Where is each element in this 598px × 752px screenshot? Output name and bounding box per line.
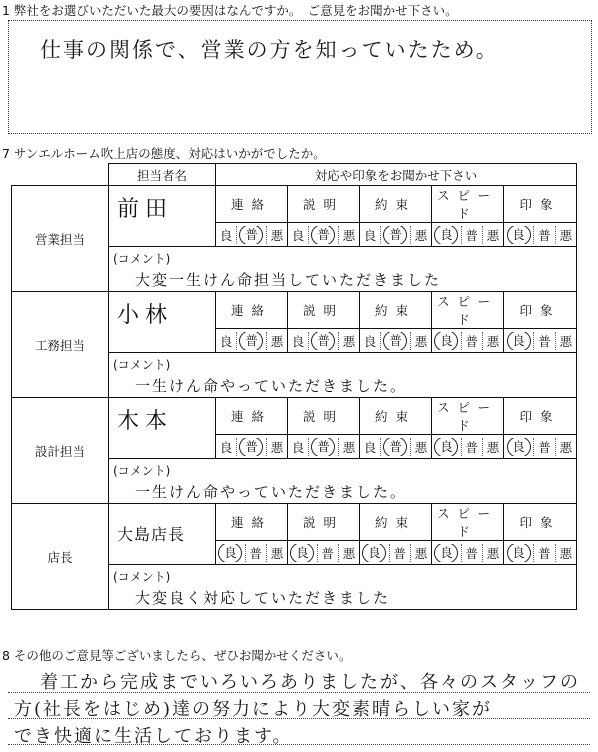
rating-cell — [504, 223, 577, 247]
rating-cell — [432, 329, 504, 353]
rating-option[interactable]: 良 — [219, 227, 233, 243]
rating-option[interactable]: 普 — [538, 333, 551, 349]
rating-option-selected[interactable]: 良 — [507, 544, 531, 562]
question-1-answer: 仕事の関係で、営業の方を知っていたため。 — [40, 38, 499, 62]
rating-option[interactable]: 普 — [465, 545, 479, 561]
category-label: 説明 — [288, 504, 360, 541]
rating-option[interactable]: 悪 — [486, 439, 500, 455]
rating-option[interactable]: 良 — [363, 333, 377, 349]
staff-name: 木本 — [117, 409, 174, 434]
question-8-label: 8 その他のご意見等ございましたら、ぜひお聞かせください。 — [2, 648, 352, 663]
rating-option[interactable]: 悪 — [270, 227, 284, 243]
category-label: 連絡 — [216, 504, 288, 541]
rating-option[interactable]: 悪 — [486, 227, 500, 243]
staff-name-cell — [109, 186, 216, 247]
rating-option[interactable]: 悪 — [559, 333, 573, 349]
category-label: 印象 — [504, 398, 577, 435]
staff-role-0: 営業担当 — [12, 186, 109, 292]
rating-option[interactable]: 良 — [219, 333, 233, 349]
category-label: 説明 — [288, 398, 360, 435]
rating-option[interactable]: 普 — [249, 545, 263, 561]
category-label: 連絡 — [216, 292, 288, 329]
rating-option-selected[interactable]: 良 — [434, 332, 458, 350]
rating-cell — [216, 329, 288, 353]
rating-option[interactable]: 普 — [538, 227, 551, 243]
rating-cell — [216, 435, 288, 459]
category-label: スピード — [432, 398, 504, 435]
category-label: 説明 — [288, 186, 360, 223]
rating-option-selected[interactable]: 普 — [239, 438, 263, 456]
category-label: 約束 — [360, 398, 432, 435]
header-rating: 対応や印象をお聞かせ下さい — [216, 164, 577, 186]
question-8-answer-line-3: でき快適に生活しております。 — [14, 726, 293, 747]
rating-option[interactable]: 普 — [465, 439, 479, 455]
rating-cell — [216, 541, 288, 565]
rating-cell — [216, 223, 288, 247]
comment-cell — [109, 247, 577, 292]
rating-option[interactable]: 悪 — [270, 333, 284, 349]
rating-cell — [288, 223, 360, 247]
rating-option[interactable]: 普 — [321, 545, 335, 561]
category-label: 約束 — [360, 292, 432, 329]
rating-option-selected[interactable]: 普 — [239, 226, 263, 244]
rating-option[interactable]: 普 — [538, 439, 551, 455]
rating-option-selected[interactable]: 良 — [218, 544, 242, 562]
comment-label: (コメント) — [113, 464, 171, 478]
category-label: 約束 — [360, 186, 432, 223]
rating-option[interactable]: 悪 — [559, 227, 573, 243]
comment-cell — [109, 565, 577, 610]
rating-option-selected[interactable]: 良 — [290, 544, 314, 562]
staff-name: 大島店長 — [117, 525, 186, 544]
comment-text: 大変良く対応していただきました — [135, 589, 391, 607]
rating-cell — [504, 435, 577, 459]
staff-name-cell — [109, 292, 216, 353]
comment-text: 一生けん命やっていただきました。 — [135, 377, 408, 395]
comment-cell — [109, 459, 577, 504]
rating-option-selected[interactable]: 良 — [434, 544, 458, 562]
category-label: 印象 — [504, 504, 577, 541]
category-label: 印象 — [504, 186, 577, 223]
rating-option[interactable]: 普 — [465, 227, 479, 243]
rating-option-selected[interactable]: 普 — [383, 332, 407, 350]
rating-option-selected[interactable]: 普 — [383, 226, 407, 244]
rating-option-selected[interactable]: 良 — [434, 226, 458, 244]
category-label: 説明 — [288, 292, 360, 329]
rating-cell — [432, 435, 504, 459]
staff-name: 前田 — [117, 197, 174, 222]
rating-option[interactable]: 良 — [363, 439, 377, 455]
rating-option[interactable]: 良 — [219, 439, 233, 455]
rating-option[interactable]: 悪 — [414, 227, 428, 243]
rating-cell — [504, 541, 577, 565]
rating-cell — [288, 435, 360, 459]
rating-option-selected[interactable]: 普 — [239, 332, 263, 350]
rating-option[interactable]: 悪 — [559, 439, 573, 455]
rating-option[interactable]: 良 — [291, 333, 305, 349]
category-label: スピード — [432, 504, 504, 541]
header-staff-name: 担当者名 — [109, 164, 216, 186]
comment-label: (コメント) — [113, 252, 171, 266]
rating-option-selected[interactable]: 普 — [311, 438, 335, 456]
rating-option[interactable]: 悪 — [486, 333, 500, 349]
rating-cell — [504, 329, 577, 353]
rating-option-selected[interactable]: 良 — [507, 438, 531, 456]
rating-option[interactable]: 悪 — [342, 439, 356, 455]
category-label: スピード — [432, 186, 504, 223]
rating-option[interactable]: 良 — [291, 439, 305, 455]
question-7-label: 7 サンエルホーム吹上店の態度、対応はいかがでしたか。 — [2, 146, 326, 161]
rating-option-selected[interactable]: 普 — [311, 226, 335, 244]
question-8-answer-line-2: 方(社長をはじめ)達の努力により大変素晴らしい家が — [14, 699, 493, 720]
rating-option-selected[interactable]: 普 — [383, 438, 407, 456]
rating-option[interactable]: 普 — [465, 333, 479, 349]
rating-option-selected[interactable]: 普 — [311, 332, 335, 350]
rating-option-selected[interactable]: 良 — [362, 544, 386, 562]
rating-option[interactable]: 悪 — [270, 439, 284, 455]
rating-option[interactable]: 普 — [393, 545, 407, 561]
comment-label: (コメント) — [113, 358, 171, 372]
rating-option[interactable]: 悪 — [270, 545, 284, 561]
rating-option[interactable]: 悪 — [414, 439, 428, 455]
comment-text: 一生けん命やっていただきました。 — [135, 483, 408, 501]
rating-cell — [360, 541, 432, 565]
staff-name-cell — [109, 504, 216, 565]
rating-cell — [360, 329, 432, 353]
comment-text: 大変一生けん命担当していただきました — [135, 271, 442, 289]
staff-role-1: 工務担当 — [12, 292, 109, 398]
comment-label: (コメント) — [113, 570, 171, 584]
rating-option[interactable]: 普 — [538, 545, 551, 561]
rating-cell — [360, 223, 432, 247]
rating-cell — [360, 435, 432, 459]
rating-option[interactable]: 良 — [363, 227, 377, 243]
rating-option[interactable]: 悪 — [559, 545, 573, 561]
staff-name-cell — [109, 398, 216, 459]
rating-option[interactable]: 悪 — [342, 333, 356, 349]
rating-cell — [432, 223, 504, 247]
category-label: 連絡 — [216, 398, 288, 435]
rating-cell — [288, 541, 360, 565]
rating-option[interactable]: 悪 — [342, 545, 356, 561]
staff-role-2: 設計担当 — [12, 398, 109, 504]
category-label: スピード — [432, 292, 504, 329]
staff-name: 小林 — [117, 303, 174, 328]
rating-cell — [288, 329, 360, 353]
rating-option-selected[interactable]: 良 — [507, 226, 531, 244]
category-label: 印象 — [504, 292, 577, 329]
category-label: 約束 — [360, 504, 432, 541]
question-1-label: 1 弊社をお選びいただいた最大の要因はなんですか。 ご意見をお聞かせ下さい。 — [2, 3, 458, 18]
staff-rating-table — [11, 163, 577, 610]
rating-option[interactable]: 悪 — [342, 227, 356, 243]
category-label: 連絡 — [216, 186, 288, 223]
rating-option[interactable]: 悪 — [414, 333, 428, 349]
rating-cell — [432, 541, 504, 565]
staff-role-3: 店長 — [12, 504, 109, 610]
rating-option[interactable]: 悪 — [486, 545, 500, 561]
rating-option-selected[interactable]: 良 — [507, 332, 531, 350]
question-8-answer-line-1: 着工から完成までいろいろありましたが、各々のスタッフの — [40, 672, 580, 693]
comment-cell — [109, 353, 577, 398]
rating-option[interactable]: 良 — [291, 227, 305, 243]
rating-option[interactable]: 悪 — [414, 545, 428, 561]
rating-option-selected[interactable]: 良 — [434, 438, 458, 456]
